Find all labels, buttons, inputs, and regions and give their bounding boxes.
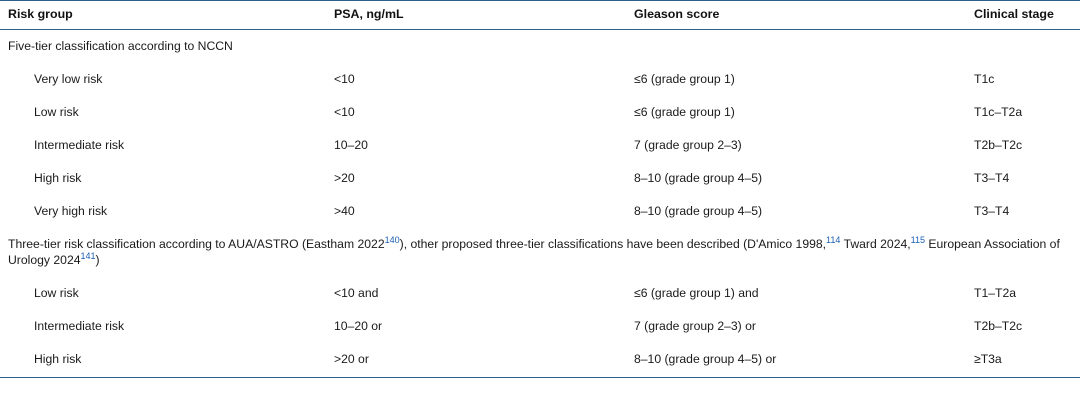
cell-gleason: 8–10 (grade group 4–5) (634, 170, 763, 185)
column-header-clinical-stage: Clinical stage (970, 1, 1080, 30)
column-header-gleason-score: Gleason score (630, 1, 970, 30)
cell-psa: <10 (334, 72, 355, 87)
reference-marker-140[interactable]: 140 (384, 235, 400, 246)
column-header-psa: PSA, ng/mL (330, 1, 630, 30)
cell-risk-group: Intermediate risk (34, 138, 125, 153)
cell-gleason: 8–10 (grade group 4–5) (634, 203, 763, 218)
section-heading-aua-astro (0, 228, 1080, 278)
section-text-part-2: ), other proposed three-tier classifications have been described (D'Amico 1998, (399, 237, 827, 252)
section-heading-nccn: Five-tier classification according to NCCN (8, 39, 233, 53)
cell-psa: <10 and (334, 286, 379, 301)
column-header-risk-group: Risk group (0, 1, 330, 30)
cell-stage: ≥T3a (970, 344, 1080, 378)
table-body (0, 30, 1080, 378)
cell-psa: >40 (334, 203, 355, 218)
cell-gleason: 7 (grade group 2–3) (634, 138, 742, 153)
cell-psa: >20 or (330, 344, 630, 378)
reference-marker-114[interactable]: 114 (826, 235, 841, 246)
section-heading-row-aua-astro (0, 228, 1080, 278)
cell-psa: <10 (334, 105, 355, 120)
cell-risk-group: Very low risk (34, 72, 103, 87)
table-row (0, 130, 1080, 163)
cell-stage: T2b–T2c (974, 319, 1023, 334)
cell-risk-group: High risk (0, 344, 330, 378)
section-text-part-5: ) (95, 253, 100, 268)
cell-gleason: ≤6 (grade group 1) (634, 105, 735, 120)
table-row (0, 195, 1080, 228)
table-row (0, 162, 1080, 195)
table-header (0, 1, 1080, 30)
cell-gleason: ≤6 (grade group 1) and (634, 286, 759, 301)
section-text-part-4: European Association of Urology 2024 (8, 237, 1060, 268)
cell-gleason: 7 (grade group 2–3) or (634, 319, 756, 334)
cell-gleason: 8–10 (grade group 4–5) or (630, 344, 970, 378)
cell-psa: >20 (334, 170, 355, 185)
cell-psa: 10–20 (334, 138, 368, 153)
cell-psa: 10–20 or (334, 319, 383, 334)
table-row (0, 278, 1080, 311)
cell-stage: T1–T2a (974, 286, 1017, 301)
cell-stage: T1c–T2a (974, 105, 1023, 120)
section-heading-row-nccn (0, 30, 1080, 64)
cell-risk-group: Low risk (34, 286, 79, 301)
table-row (0, 311, 1080, 344)
cell-risk-group: Intermediate risk (34, 319, 125, 334)
cell-risk-group: Very high risk (34, 203, 108, 218)
cell-gleason: ≤6 (grade group 1) (634, 72, 735, 87)
cell-stage: T2b–T2c (974, 138, 1023, 153)
cell-stage: T3–T4 (974, 203, 1010, 218)
reference-marker-141[interactable]: 141 (80, 250, 96, 261)
reference-marker-115[interactable]: 115 (910, 235, 926, 246)
table-row (0, 97, 1080, 130)
table-header-row (0, 1, 1080, 30)
cell-risk-group: High risk (34, 170, 82, 185)
section-text-part-3: Tward 2024, (840, 237, 911, 252)
section-text-part-1: Three-tier risk classification according to AUA/ASTRO (Eastham 2022 (8, 237, 385, 252)
cell-stage: T3–T4 (974, 170, 1010, 185)
cell-stage: T1c (974, 72, 995, 87)
table-row (0, 64, 1080, 97)
cell-risk-group: Low risk (34, 105, 79, 120)
table-row (0, 344, 1080, 378)
